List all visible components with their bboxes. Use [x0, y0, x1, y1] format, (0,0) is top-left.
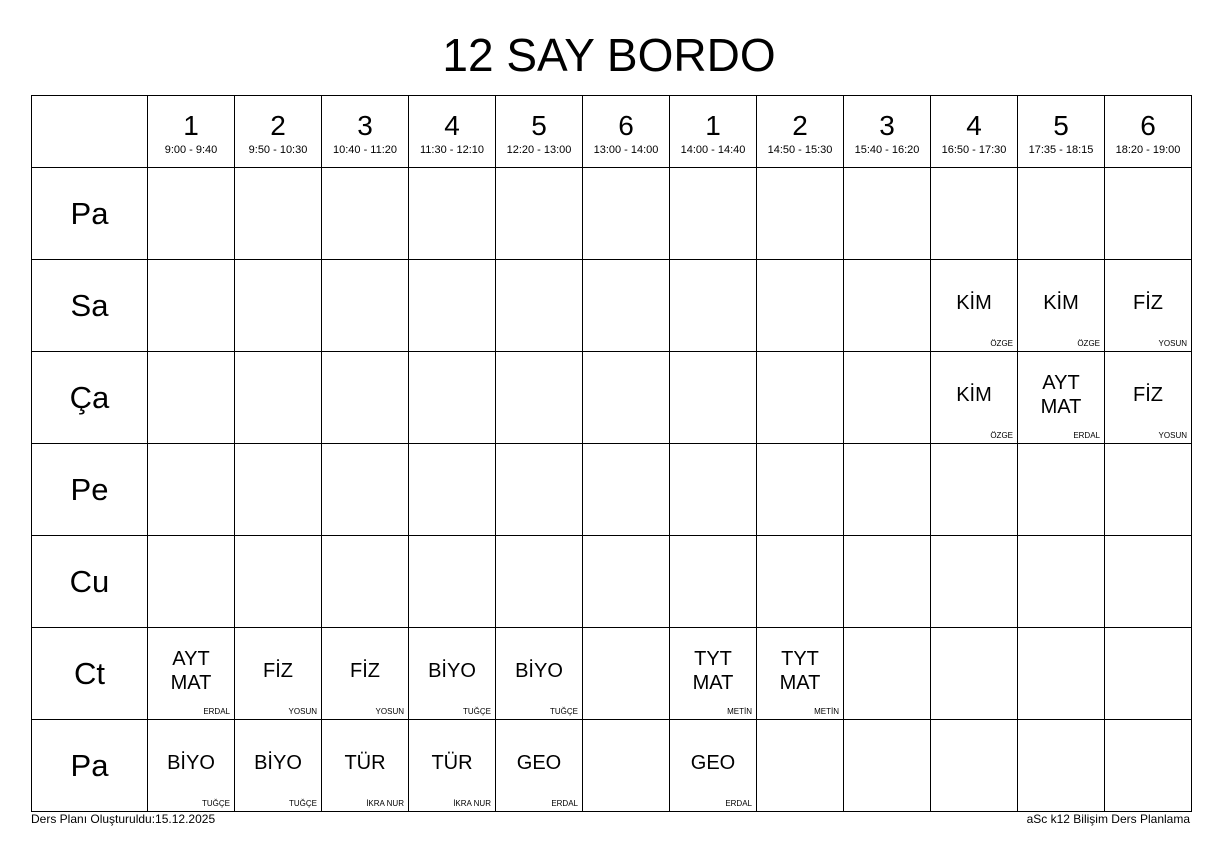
empty-cell	[583, 628, 670, 720]
empty-cell	[757, 352, 844, 444]
lesson-subject: BİYO	[254, 751, 302, 774]
empty-cell	[670, 260, 757, 352]
period-time: 18:20 - 19:00	[1115, 143, 1181, 156]
lesson-teacher: METİN	[727, 707, 752, 716]
period-header	[322, 96, 409, 168]
lesson-cell	[496, 628, 583, 720]
lesson-subject: TYT MAT	[692, 647, 734, 694]
empty-cell	[148, 444, 235, 536]
empty-cell	[235, 352, 322, 444]
lesson-subject: FİZ	[1133, 383, 1163, 406]
period-header	[496, 96, 583, 168]
lesson-subject: GEO	[690, 751, 736, 774]
period-time: 10:40 - 11:20	[332, 143, 397, 156]
lesson-teacher: TUĞÇE	[202, 799, 230, 808]
lesson-cell	[1105, 260, 1192, 352]
lesson-subject: BİYO	[428, 659, 476, 682]
empty-cell	[235, 536, 322, 628]
lesson-subject: TYT MAT	[779, 647, 821, 694]
lesson-subject: KİM	[956, 291, 992, 314]
lesson-cell	[148, 628, 235, 720]
empty-cell	[844, 260, 931, 352]
empty-cell	[931, 168, 1018, 260]
empty-cell	[583, 168, 670, 260]
period-time: 13:00 - 14:00	[593, 143, 659, 156]
period-header	[931, 96, 1018, 168]
lesson-subject: FİZ	[1133, 291, 1163, 314]
empty-cell	[235, 168, 322, 260]
period-number: 4	[444, 109, 460, 141]
period-header	[757, 96, 844, 168]
lesson-teacher: ERDAL	[551, 799, 578, 808]
period-number: 3	[879, 109, 895, 141]
day-label: Ça	[32, 352, 148, 444]
day-row	[32, 444, 1192, 536]
empty-cell	[496, 260, 583, 352]
software-credit: aSc k12 Bilişim Ders Planlama	[1026, 812, 1190, 826]
period-header	[844, 96, 931, 168]
lesson-cell	[670, 720, 757, 812]
empty-cell	[496, 168, 583, 260]
period-number: 5	[531, 109, 547, 141]
created-date: Ders Planı Oluşturuldu:15.12.2025	[31, 812, 216, 826]
lesson-teacher: METİN	[814, 707, 839, 716]
empty-cell	[583, 536, 670, 628]
lesson-subject: BİYO	[515, 659, 563, 682]
empty-cell	[1105, 536, 1192, 628]
day-label: Sa	[32, 260, 148, 352]
period-header	[670, 96, 757, 168]
lesson-subject: GEO	[516, 751, 562, 774]
period-number: 6	[1140, 109, 1156, 141]
empty-cell	[235, 444, 322, 536]
lesson-subject: TÜR	[344, 751, 386, 774]
lesson-cell	[322, 628, 409, 720]
empty-cell	[757, 720, 844, 812]
period-header	[235, 96, 322, 168]
empty-cell	[496, 536, 583, 628]
lesson-subject: AYT MAT	[170, 647, 212, 694]
period-header	[1018, 96, 1105, 168]
lesson-cell	[322, 720, 409, 812]
empty-cell	[844, 352, 931, 444]
empty-cell	[1018, 536, 1105, 628]
empty-cell	[409, 168, 496, 260]
period-time: 15:40 - 16:20	[854, 143, 920, 156]
lesson-teacher: TUĞÇE	[289, 799, 317, 808]
timetable-body	[32, 168, 1192, 812]
empty-cell	[322, 168, 409, 260]
lesson-subject: AYT MAT	[1040, 371, 1082, 418]
lesson-cell	[409, 720, 496, 812]
day-label: Pe	[32, 444, 148, 536]
period-time: 9:50 - 10:30	[248, 143, 308, 156]
period-time: 14:00 - 14:40	[680, 143, 746, 156]
lesson-cell	[670, 628, 757, 720]
empty-cell	[844, 168, 931, 260]
lesson-teacher: TUĞÇE	[550, 707, 578, 716]
lesson-teacher: ERDAL	[1073, 431, 1100, 440]
period-header	[409, 96, 496, 168]
lesson-teacher: ÖZGE	[1077, 339, 1100, 348]
page-title: 12 SAY BORDO	[442, 29, 776, 81]
empty-cell	[931, 720, 1018, 812]
empty-cell	[931, 444, 1018, 536]
lesson-teacher: ÖZGE	[990, 339, 1013, 348]
empty-cell	[1018, 628, 1105, 720]
empty-cell	[235, 260, 322, 352]
empty-cell	[583, 260, 670, 352]
lesson-teacher: YOSUN	[1158, 339, 1187, 348]
period-number: 6	[618, 109, 634, 141]
empty-cell	[844, 444, 931, 536]
period-number: 3	[357, 109, 373, 141]
lesson-cell	[409, 628, 496, 720]
empty-cell	[583, 352, 670, 444]
empty-cell	[757, 260, 844, 352]
lesson-cell	[1105, 352, 1192, 444]
period-number: 2	[792, 109, 808, 141]
lesson-teacher: YOSUN	[288, 707, 317, 716]
day-row	[32, 720, 1192, 812]
empty-cell	[322, 352, 409, 444]
period-number: 2	[270, 109, 286, 141]
lesson-subject: BİYO	[167, 751, 215, 774]
header-row	[32, 96, 1192, 168]
empty-cell	[409, 352, 496, 444]
empty-cell	[409, 444, 496, 536]
empty-cell	[322, 536, 409, 628]
empty-cell	[1105, 444, 1192, 536]
lesson-teacher: ÖZGE	[990, 431, 1013, 440]
lesson-teacher: YOSUN	[375, 707, 404, 716]
period-time: 12:20 - 13:00	[506, 143, 572, 156]
lesson-subject: KİM	[956, 383, 992, 406]
empty-cell	[757, 168, 844, 260]
empty-cell	[148, 352, 235, 444]
period-time: 14:50 - 15:30	[767, 143, 833, 156]
day-label: Cu	[32, 536, 148, 628]
period-time: 17:35 - 18:15	[1028, 143, 1094, 156]
day-row	[32, 628, 1192, 720]
empty-cell	[1105, 720, 1192, 812]
period-time: 9:00 - 9:40	[164, 143, 218, 156]
period-header	[148, 96, 235, 168]
empty-cell	[931, 536, 1018, 628]
empty-cell	[931, 628, 1018, 720]
empty-cell	[1105, 168, 1192, 260]
empty-cell	[1018, 720, 1105, 812]
lesson-cell	[757, 628, 844, 720]
day-row	[32, 168, 1192, 260]
lesson-subject: FİZ	[263, 659, 293, 682]
empty-cell	[670, 444, 757, 536]
empty-cell	[844, 536, 931, 628]
empty-cell	[409, 260, 496, 352]
day-row	[32, 260, 1192, 352]
day-label: Ct	[32, 628, 148, 720]
lesson-cell	[931, 260, 1018, 352]
lesson-teacher: ERDAL	[203, 707, 230, 716]
lesson-cell	[235, 720, 322, 812]
empty-cell	[496, 352, 583, 444]
lesson-teacher: İKRA NUR	[453, 799, 491, 808]
lesson-teacher: ERDAL	[725, 799, 752, 808]
empty-cell	[409, 536, 496, 628]
corner-cell	[32, 96, 148, 168]
lesson-teacher: YOSUN	[1158, 431, 1187, 440]
lesson-cell	[496, 720, 583, 812]
period-time: 16:50 - 17:30	[941, 143, 1007, 156]
lesson-subject: TÜR	[431, 751, 473, 774]
period-number: 4	[966, 109, 982, 141]
empty-cell	[496, 444, 583, 536]
empty-cell	[1018, 444, 1105, 536]
empty-cell	[583, 720, 670, 812]
empty-cell	[322, 260, 409, 352]
empty-cell	[1018, 168, 1105, 260]
period-time: 11:30 - 12:10	[419, 143, 484, 156]
lesson-cell	[148, 720, 235, 812]
day-label: Pa	[32, 720, 148, 812]
empty-cell	[148, 536, 235, 628]
empty-cell	[757, 536, 844, 628]
lesson-cell	[1018, 260, 1105, 352]
lesson-cell	[931, 352, 1018, 444]
empty-cell	[844, 628, 931, 720]
empty-cell	[757, 444, 844, 536]
lesson-teacher: TUĞÇE	[463, 707, 491, 716]
lesson-teacher: İKRA NUR	[366, 799, 404, 808]
period-number: 1	[183, 109, 199, 141]
period-number: 1	[705, 109, 721, 141]
period-header	[1105, 96, 1192, 168]
day-row	[32, 352, 1192, 444]
empty-cell	[322, 444, 409, 536]
empty-cell	[670, 536, 757, 628]
empty-cell	[670, 168, 757, 260]
empty-cell	[844, 720, 931, 812]
day-row	[32, 536, 1192, 628]
period-number: 5	[1053, 109, 1069, 141]
lesson-cell	[1018, 352, 1105, 444]
empty-cell	[1105, 628, 1192, 720]
empty-cell	[148, 168, 235, 260]
timetable	[31, 95, 1192, 812]
empty-cell	[583, 444, 670, 536]
empty-cell	[670, 352, 757, 444]
lesson-subject: FİZ	[350, 659, 380, 682]
lesson-cell	[235, 628, 322, 720]
lesson-subject: KİM	[1043, 291, 1079, 314]
period-header	[583, 96, 670, 168]
day-label: Pa	[32, 168, 148, 260]
empty-cell	[148, 260, 235, 352]
